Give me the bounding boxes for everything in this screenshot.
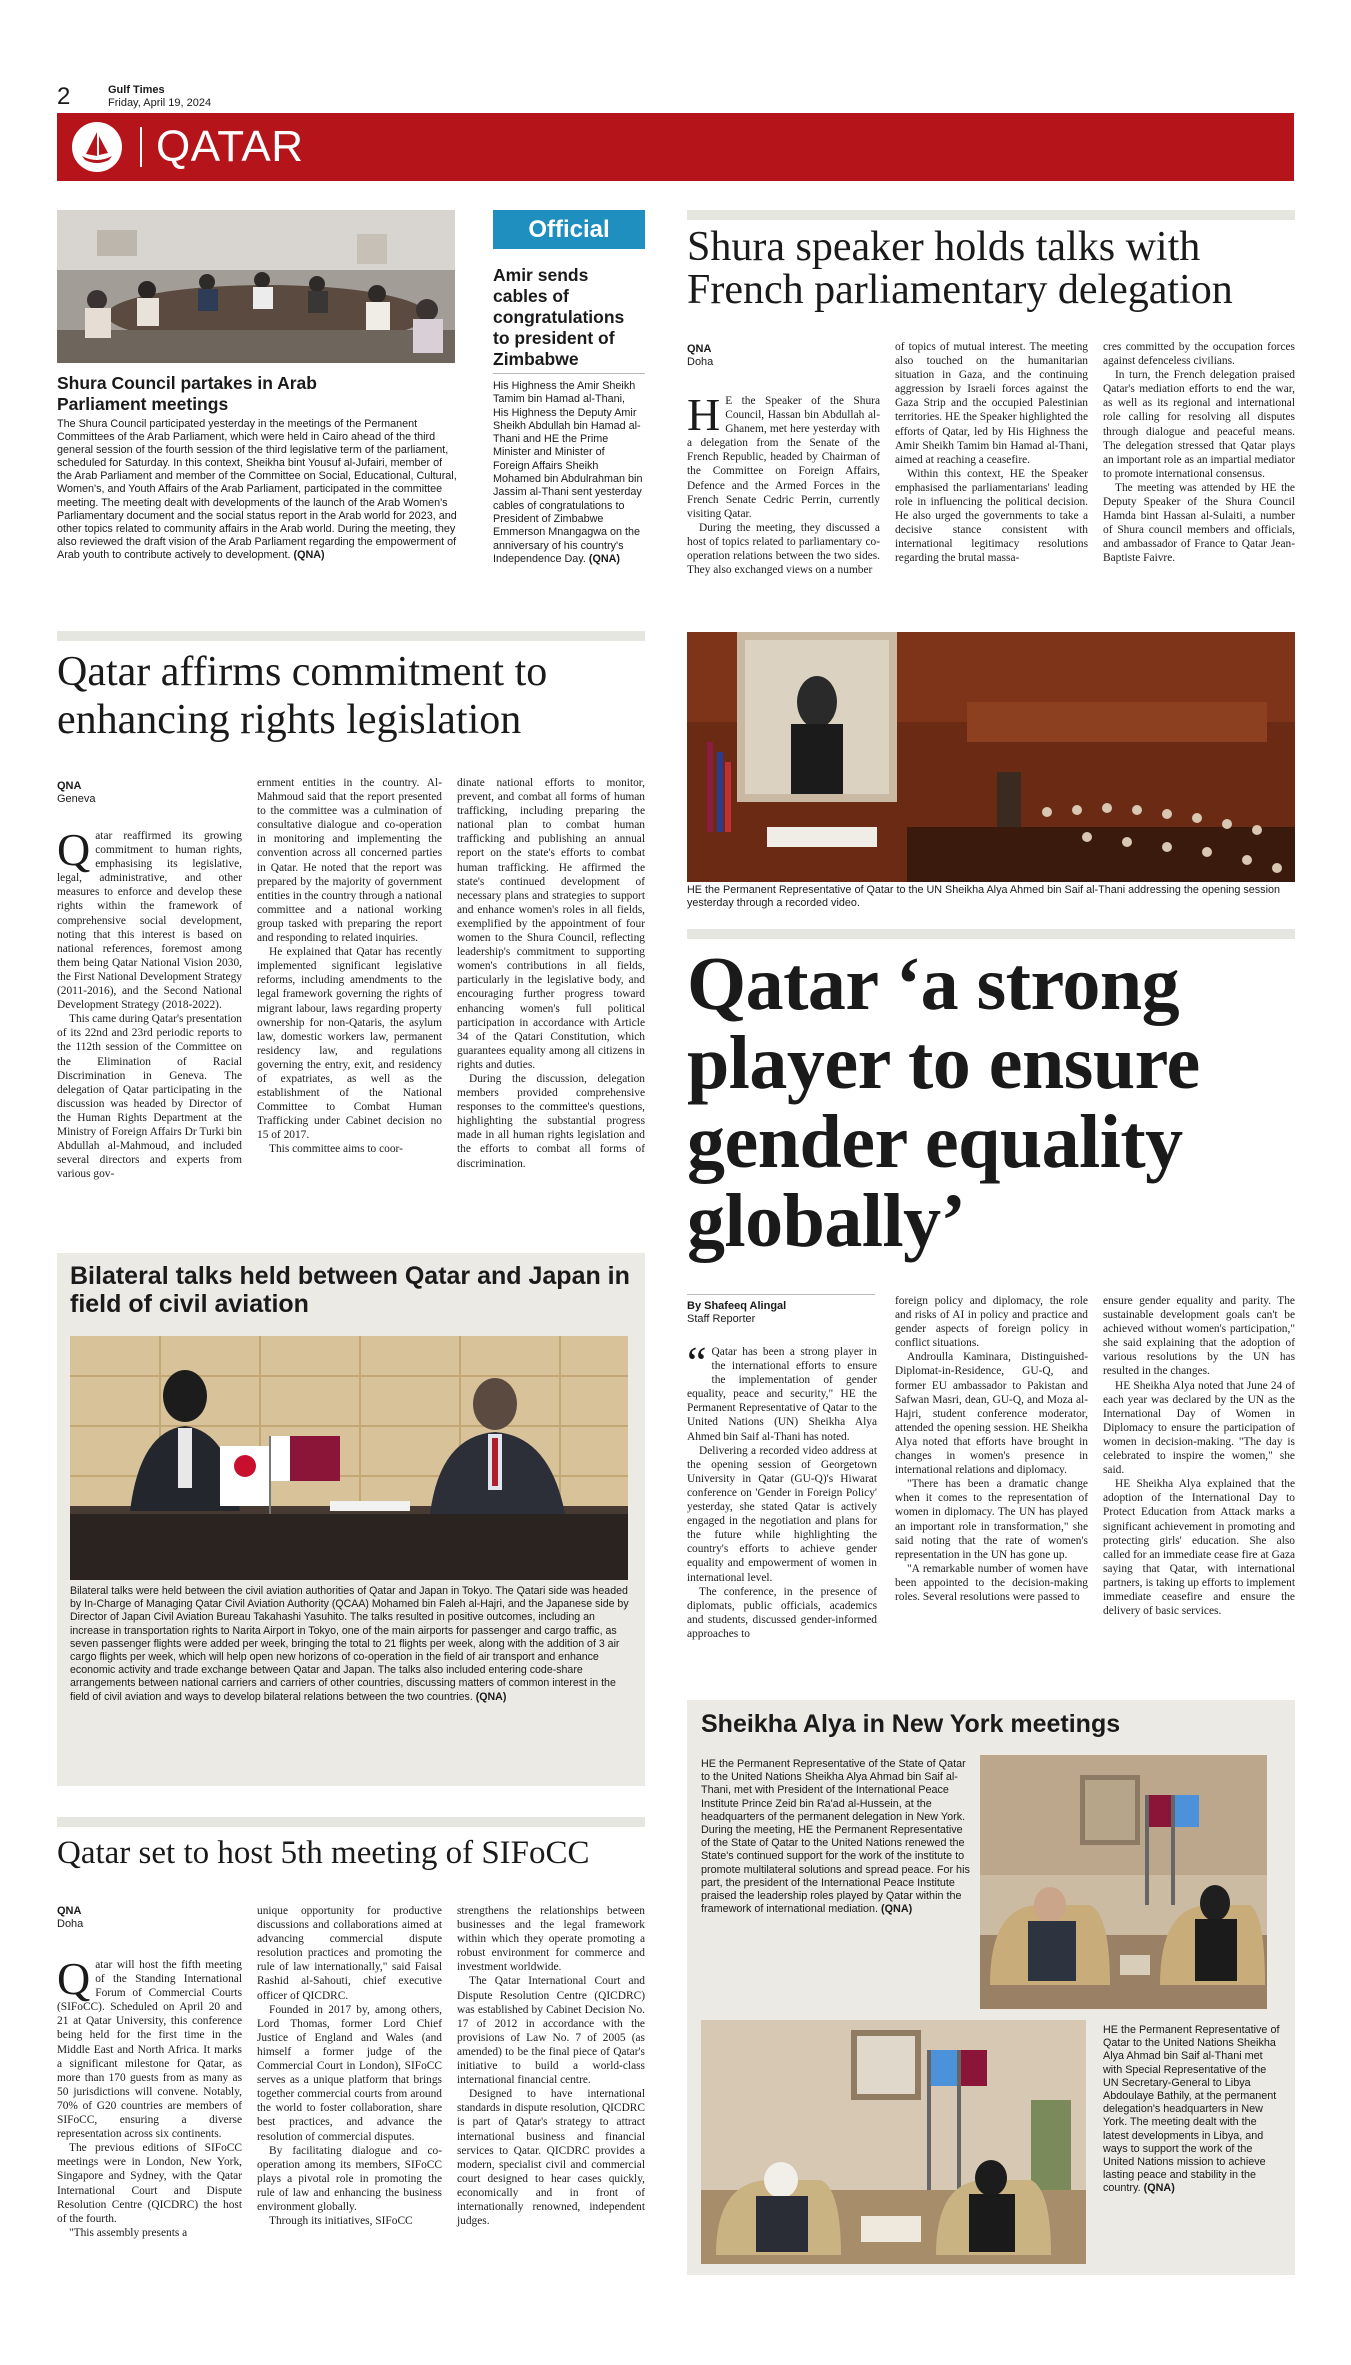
shura-speaker-source: QNA [687, 343, 712, 355]
sifocc-dropcap: Q [57, 1953, 91, 2004]
paragraph: The previous editions of SIFoCC meetings were in London, New York, Singapore and Sydney, with the Qatar International Court and Dispute Resolution Centre (QICDRC) the host of the fourth. [57, 2142, 242, 2225]
sifocc-headline: Qatar set to host 5th meeting of SIFoCC [57, 1835, 590, 1871]
paragraph: Designed to have international standards in dispute resolution, QICDRC is part of Qatar's strategy to attract international business and financial services to Qatar. QICDRC provides a modern, specialist civil and commercial court designed to hear cases quickly, economically and in front of internationally renowned, independent judges. [457, 2088, 645, 2228]
official-body [493, 380, 643, 566]
rights-col3 [457, 776, 645, 1171]
rights-col2 [257, 776, 442, 1157]
paragraph: Through its initiatives, SIFoCC [269, 2215, 413, 2228]
paragraph: "This assembly presents a [69, 2226, 188, 2239]
shura-speaker-place: Doha [687, 356, 714, 368]
ny-headline: Sheikha Alya in New York meetings [701, 1710, 1121, 1738]
section-banner [57, 113, 1294, 181]
paragraph: ernment entities in the country. Al-Mahmoud said that the report presented to the committee was a culmination of consultative dialogue and co-operation in monitoring and implementing the convention across all concerned parties in Qatar. He noted that the report was prepared by the majority of government entities in the country through a national committee and a national working group tasked with preparing the report and responding to related inquiries. [257, 777, 442, 945]
paragraph: In turn, the French delegation praised Qatar's mediation efforts to end the war, as well as its regional and international role calling for resolving all disputes through dialogue and peaceful means. The delegation stressed that Qatar plays an important role as an impartial mediator to promote international consensus. [1103, 369, 1295, 480]
shura-speaker-col3 [1103, 340, 1295, 566]
issue-date: Friday, April 19, 2024 [108, 97, 212, 109]
ny-text-2-body: HE the Permanent Representative of Qatar to the United Nations Sheikha Alya Ahmad bin Saif al-Thani met with Special Representative of the UN Secretary-General to Libya Abdoulaye Bathily, at the permanent delegation's headquarters in New York. The meeting dealt with the latest developments in Libya, and ways to support the work of the United Nations mission to achieve lasting peace and stability in the country. [1103, 2024, 1280, 2195]
sifocc-rule [57, 1817, 645, 1827]
paragraph: atar will host the fifth meeting of the Standing International Forum of Commercial Courts (SIFoCC). Scheduled on April 20 and 21 at Qatar University, this conference being held for the first time in the Middle East and North Africa. It marks a significant milestone for Qatar, as more than 170 guests from as many as 50 jurisdictions will convene. Notably, 70% of G20 countries are members of SIFoCC, ensuring a diverse representation across six continents. [57, 1959, 242, 2141]
rights-place: Geneva [57, 793, 96, 805]
paragraph: dinate national efforts to monitor, prevent, and combat all forms of human trafficking, including preparing the national plan to combat human trafficking and publishing an annual report on the state's efforts to combat human trafficking. He affirmed the state's continued development of necessary plans and strategies to support and enhance women's roles in all fields, exemplified by the appointment of four women to the Shura Council, reflecting leadership's commitment to supporting women's contributions in all fields, particularly in the legislative body, and encouraging further progress toward enhancing women's full political participation in accordance with Article 34 of the Qatari Constitution, which guarantees equality among all citizens in rights and duties. [457, 777, 645, 1071]
paragraph: E the Speaker of the Shura Council, Hassan bin Abdullah al-Ghanem, met here yesterday with a delegation from the Senate of the French Republic, headed by Chairman of the Committee on Foreign Affairs, Defence and the Armed Forces in the French Senate Cedric Perrin, currently visiting Qatar. [687, 395, 880, 520]
shura-speaker-byline [687, 343, 887, 369]
official-source: (QNA) [588, 552, 621, 565]
sifocc-col2 [257, 1904, 442, 2228]
section-title: QATAR [156, 122, 304, 171]
shura-speaker-col1 [687, 389, 880, 577]
gender-col2 [895, 1294, 1088, 1604]
ny-text-1-body: HE the Permanent Representative of the State of Qatar to the United Nations Sheikha Alya Ahmad bin Saif al-Thani, met with President of the International Peace Institute Prince Zeid bin Ra'ad al-Hussein, at the headquarters of the permanent delegation in New York. During the meeting, HE the Permanent Representative of the State of Qatar to the United Nations renewed the State's continued support for the work of the institute to promote multilateral solutions and spread peace. For his part, the president of the International Peace Institute praised the leadership roles played by Qatar within the framework of international mediation. [701, 1758, 970, 1916]
paragraph: Founded in 2017 by, among others, Lord Thomas, former Lord Chief Justice of England and Wales (and himself a former judge of the Commercial Court in London), SIFoCC serves as a unique platform that brings together commercial courts from around the world to foster collaboration, share best practices, and advance the resolution of commercial disputes. [257, 2003, 442, 2143]
gender-author: By Shafeeq Alingal [687, 1300, 787, 1312]
paragraph: This came during Qatar's presentation of its 22nd and 23rd periodic reports to the 112th session of the Committee on the Elimination of Racial Discrimination in Geneva. The delegation of Qatar participating in the discussion was headed by Director of the Human Rights Department at the Ministry of Foreign Affairs Dr Turki bin Abdullah al-Mahmoud, and included several directors and experts from various gov- [57, 1013, 242, 1181]
rights-headline: Qatar affirms commitment to enhancing rights legislation [57, 649, 548, 743]
aviation-caption-text: Bilateral talks were held between the civil aviation authorities of Qatar and Japan in Tokyo. The Qatari side was headed by In-Charge of Managing Qatar Civil Aviation Authority (QCAA) Mohamed bin Faleh al-Hajri, and the Japanese side by Director of Japan Civil Aviation Bureau Takahashi Yasuhito. The talks resulted in positive outcomes, including an increase in transportation rights to Narita Airport in Tokyo, one of the main airports for passenger and cargo traffic, as seven passenger flights were added per week, bringing the total to 21 flights per week, along with the addition of 3 air cargo flights per week, which will help open new horizons of co-operation in the field of air transport and enhance economic activity and trade exchange between Qatar and Japan. The talks also included entering code-share arrangements between national carriers and carriers of other countries, discussing matters of common interest in the field of civil aviation and ways to develop bilateral relations between the two countries. [70, 1585, 629, 1703]
paragraph: cres committed by the occupation forces against defenceless civilians. [1103, 341, 1295, 368]
aviation-source: (QNA) [475, 1690, 507, 1703]
gender-rule [687, 929, 1295, 939]
ny-photo-1 [980, 1755, 1267, 2009]
paragraph: By facilitating dialogue and co-operation among its members, SIFoCC plays a pivotal role in promoting the rule of law and enhancing the business environment globally. [257, 2144, 442, 2213]
paragraph: Within this context, HE the Speaker emphasised the parliamentarians' leading role in influencing the political decision. He also urged the governments to take a decisive stance consistent with international legitimacy resolutions regarding the brutal massa- [895, 467, 1088, 565]
paragraph: The Qatar International Court and Dispute Resolution Centre (QICDRC) was established by Cabinet Decision No. 17 of 2012 in accordance with the provisions of Law No. 7 of 2005 (as amended) to be the final piece of Qatar's initiative to build a world-class international financial centre. [457, 1975, 645, 2087]
official-headline: Amir sends cables of congratulations to president of Zimbabwe [493, 265, 625, 369]
paragraph: "A remarkable number of women have been appointed to the decision-making roles. Several resolutions were passed to [895, 1562, 1088, 1603]
rights-rule [57, 631, 645, 641]
gender-role: Staff Reporter [687, 1313, 756, 1325]
shura-council-source: (QNA) [293, 548, 325, 561]
sifocc-place: Doha [57, 1918, 84, 1930]
shura-council-photo [57, 210, 455, 363]
paragraph: Delivering a recorded video address at the opening session of Georgetown University in Qatar (GU-Q)'s Hiwarat conference on 'Gender in Foreign Policy' yesterday, she stated Qatar is actively engaged in the negotiation and plans for the future while highlighting the country's efforts to achieve gender equality and empowerment of women in international level. [687, 1444, 877, 1584]
rights-byline [57, 780, 237, 806]
paragraph: ensure gender equality and parity. The sustainable development goals can't be achieved without women's participation," she said explaining that the adoption of various resolutions by the UN has resulted in the changes. [1103, 1295, 1295, 1378]
gender-headline: Qatar ‘a strong player to ensure gender equality globally’ [687, 942, 1200, 1263]
un-session-photo [687, 632, 1295, 882]
official-tag: Official [493, 210, 645, 249]
paragraph: Androulla Kaminara, Distinguished-Diplomat-in-Residence, GU-Q, and former EU ambassador to Pakistan and Safwan Masri, dean, GU-Q, and Moza al-Hajri, student conference moderator, attended the opening session. HE Sheikha Alya noted that efforts have brought in changes in women's presence in international relations and diplomacy. [895, 1351, 1088, 1477]
paragraph: HE Sheikha Alya explained that the adoption of the International Day to Protect Education from Attack marks a significant achievement in promoting and protecting girls' education. She also called for an immediate cease fire at Gaza saying that Qatar, with international partners, is taking up efforts to implement immediate ceasefire and ensure the delivery of basic services. [1103, 1478, 1295, 1618]
paragraph: During the meeting, they discussed a host of topics related to parliamentary co-operation relations between the two sides. They also exchanged views on a number [687, 521, 880, 577]
paragraph: of topics of mutual interest. The meeting also touched on the humanitarian situation in Gaza, and the continuing aggression by Israeli forces against the Gaza Strip and the occupied Palestinian territories. HE the Speaker highlighted the efforts of Qatar, led by His Highness the Amir Sheikh Tamim bin Hamad al-Thani, aimed at reaching a ceasefire. [895, 341, 1088, 466]
paper-name: Gulf Times [108, 84, 165, 96]
shura-council-body [57, 418, 457, 562]
sifocc-byline [57, 1905, 237, 1931]
aviation-photo [70, 1336, 628, 1580]
paragraph: Qatar has been a strong player in the international efforts to ensure the implementation of gender equality, peace and security," HE the Permanent Representative of Qatar to the United Nations (UN) Sheikha Alya Ahmed bin Saif al-Thani has noted. [687, 1346, 877, 1443]
paragraph: He explained that Qatar has recently implemented significant legislative reforms, including amendments to the legal framework governing the rights of migrant labour, laws regarding property ownership for non-Qataris, the asylum law, domestic workers law, permanent residency law, and regulations governing the entry, exit, and residency of expatriates, as well as the establishment of the National Committee to Combat Human Trafficking under Cabinet decision no 15 of 2017. [257, 946, 442, 1142]
paragraph: strengthens the relationships between businesses and the legal framework within which they operate promoting a robust environment for commerce and investment worldwide. [457, 1905, 645, 1974]
shura-speaker-col2 [895, 340, 1088, 566]
ny-text-2 [1103, 2024, 1283, 2196]
paragraph: This committee aims to coor- [269, 1143, 403, 1156]
ny-source-2: (QNA) [1143, 2182, 1175, 2195]
rights-dropcap: Q [57, 824, 91, 875]
dhow-logo [72, 122, 122, 172]
rights-source: QNA [57, 780, 82, 792]
shura-council-text: The Shura Council participated yesterday in the meetings of the Permanent Committees of the Arab Parliament, which were held in Cairo ahead of the third general session of the fourth session of the third legislative term of the parliament, scheduled for Saturday. In this context, Sheikha bint Yousuf al-Jufairi, member of the Arab Parliament and member of the Committee on Social, Educational, Cultural, Women's, and Youth Affairs of the Arab Parliament, participated in the committee meeting. The meeting dealt with developments of the launch of the Arab Women's Parliamentary document and the social status report in the Arab world for 2023, and other topics related to community affairs in the Arab world. During the meeting, they also reviewed the draft vision of the Arab Parliament regarding the empowerment of Arab youth to contribute actively to development. [57, 418, 457, 561]
official-text: His Highness the Amir Sheikh Tamim bin Hamad al-Thani, His Highness the Deputy Amir Sheikh Abdullah bin Hamad al-Thani and HE the Prime Minister and Minister of Foreign Affairs Sheikh Mohamed bin Abdulrahman bin Jassim al-Thani sent yesterday cables of congratulations to President of Zimbabwe Emmerson Mnangagwa on the anniversary of his country's Independence Day. [493, 380, 643, 565]
paragraph: foreign policy and diplomacy, the role and risks of AI in policy and practice and gender aspects of foreign policy in conflict situations. [895, 1295, 1088, 1350]
paragraph: unique opportunity for productive discussions and collaborations aimed at advancing commercial dispute resolution practices and promoting the rule of law internationally," said Faisal Rashid al-Sahouti, chief executive officer of QICDRC. [257, 1905, 442, 2002]
aviation-headline: Bilateral talks held between Qatar and Japan in field of civil aviation [70, 1262, 630, 1318]
banner-divider [140, 127, 142, 167]
shura-speaker-dropcap: H [687, 389, 721, 440]
gender-col1 [687, 1338, 877, 1641]
quote-mark-icon: “ [687, 1338, 707, 1387]
rights-col1 [57, 824, 242, 1181]
paragraph: HE Sheikha Alya noted that June 24 of each year was declared by the UN as the International Day of Women in Diplomacy to ensure the participation of women in decision-making. "The day is celebrated to inspire the women," she said. [1103, 1379, 1295, 1477]
un-photo-caption: HE the Permanent Representative of Qatar to the UN Sheikha Alya Ahmed bin Saif al-Thani addressing the opening session yesterday through a recorded video. [687, 884, 1280, 910]
official-rule [493, 373, 645, 374]
paragraph: atar reaffirmed its growing commitment to human rights, emphasising its legislative, legal, administrative, and other measures to enforce and develop these rights within the framework of comprehensive social development, noting that this interest is based on national references, foremost among them being Qatar National Vision 2030, the First National Development Strategy (2011-2016), and the Second National Development Strategy (2018-2022). [57, 830, 242, 1012]
ny-photo-2 [701, 2020, 1086, 2264]
paragraph: The conference, in the presence of diplomats, public officials, academics and students, discussed gender-informed approaches to [687, 1585, 877, 1640]
paragraph: The meeting was attended by HE the Deputy Speaker of the Shura Council Hamda bint Hassan al-Sulaiti, a number of Shura council members and officials, and ambassador of France to Qatar Jean-Baptiste Faivre. [1103, 481, 1295, 565]
paragraph: "There has been a dramatic change when it comes to the representation of women in diplomacy. The UN has played an important role in transformation," she said noting that the rate of women's representation in the UN has gone up. [895, 1478, 1088, 1561]
sifocc-col3 [457, 1904, 645, 2228]
shura-council-headline: Shura Council partakes in Arab Parliament meetings [57, 373, 317, 414]
sifocc-col1 [57, 1953, 242, 2240]
aviation-caption [70, 1585, 635, 1704]
ny-source-1: (QNA) [881, 1903, 913, 1916]
page-number: 2 [57, 83, 71, 110]
gender-byline-rule [687, 1294, 875, 1295]
shura-speaker-headline: Shura speaker holds talks with French parliamentary delegation [687, 224, 1233, 313]
sifocc-source: QNA [57, 1905, 82, 1917]
ny-text-1 [701, 1758, 971, 1916]
gender-byline [687, 1300, 875, 1326]
paragraph: During the discussion, delegation members provided comprehensive responses to the committee's questions, highlighting the substantial progress made in all human rights legislation and the efforts to combat all forms of discrimination. [457, 1072, 645, 1170]
shura-speaker-rule [687, 210, 1295, 220]
gender-col3 [1103, 1294, 1295, 1618]
